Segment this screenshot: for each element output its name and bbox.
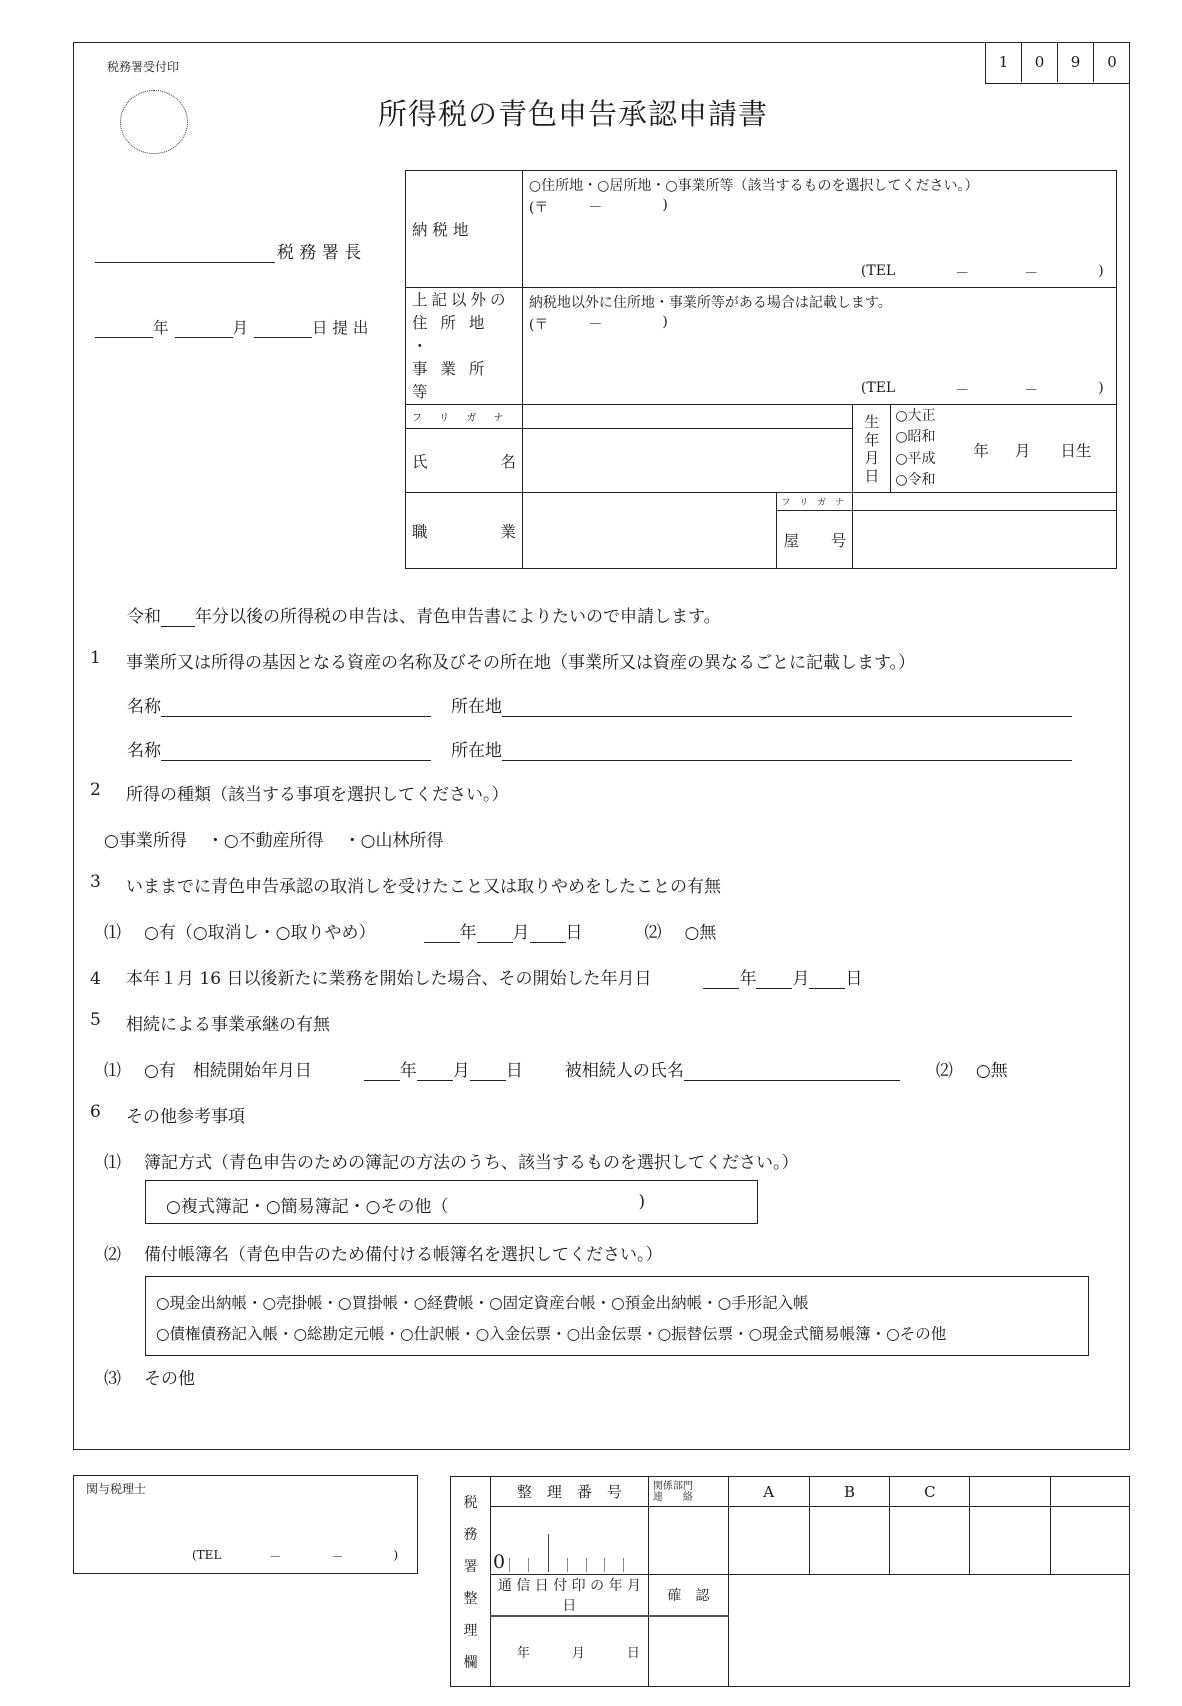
birthdate-label-char: 年 <box>864 430 880 449</box>
dept-contact-label <box>648 1477 728 1507</box>
ref-number-label: 整 理 番 号 <box>490 1477 648 1507</box>
inheritance-options <box>104 1056 1008 1081</box>
tax-office-input-line[interactable] <box>95 243 275 263</box>
comm-date-input[interactable] <box>490 1616 648 1686</box>
intro-suffix: 年分以後の所得税の申告は、青色申告書によりたいので申請します。 <box>195 607 721 627</box>
tel-close: ) <box>1098 380 1104 396</box>
birth-year-label: 年 <box>973 442 989 460</box>
comm-day-label: 日 <box>626 1645 640 1661</box>
section-text: 事業所又は所得の基因となる資産の名称及びその所在地（事業所又は資産の異なるごとに記載します。） <box>126 653 916 673</box>
postal-prefix: (〒 <box>528 200 549 216</box>
comm-date-fields <box>491 1642 648 1661</box>
inheritance-month-input[interactable] <box>417 1063 453 1081</box>
form-code-digit: 9 <box>1058 42 1094 82</box>
confirm-label: 確 認 <box>648 1575 728 1617</box>
tel-dash: － <box>331 1550 344 1564</box>
name-label-char: 名 <box>500 452 516 471</box>
col-d-header <box>970 1477 1051 1507</box>
other-address-note: 納税地以外に住所地・事業所等がある場合は記載します。 <box>528 295 892 311</box>
furigana-row <box>406 405 1117 429</box>
office-side-char: 署 <box>463 1559 478 1576</box>
section-4-heading <box>90 964 862 989</box>
tel-prefix: (TEL <box>860 380 896 396</box>
occupation-label-cell <box>406 493 523 569</box>
business-location-input[interactable] <box>502 743 1072 761</box>
month-label: 月 <box>512 923 530 943</box>
section-1-heading <box>90 648 915 673</box>
ledger-options-line-2[interactable]: ○債権債務記入帳・○総勘定元帳・○仕訳帳・○入金伝票・○出金伝票・○振替伝票・○現金式簡易帳簿・○その他 <box>156 1325 947 1343</box>
ledger-options-line-1[interactable]: ○現金出納帳・○売掛帳・○買掛帳・○経費帳・○固定資産台帳・○預金出納帳・○手形記入帳 <box>156 1294 809 1312</box>
form-code <box>985 42 1130 84</box>
birth-month-label: 月 <box>1014 442 1031 460</box>
other-address-label <box>412 289 516 404</box>
month-label: 月 <box>452 1061 470 1081</box>
inheritance-day-input[interactable] <box>470 1063 506 1081</box>
furigana-label: フ リ ガ ナ <box>412 413 504 424</box>
income-option-forestry[interactable]: ・○山林所得 <box>343 831 444 851</box>
tel-dash: － <box>955 383 970 399</box>
intro-sentence <box>127 602 721 627</box>
postal-prefix: (〒 <box>528 317 549 333</box>
col-a-header: A <box>728 1477 809 1507</box>
section-number: 3 <box>90 872 101 892</box>
digit-tick <box>604 1558 623 1572</box>
inheritance-option-yes[interactable]: ○有 相続開始年月日 <box>144 1061 312 1081</box>
dept-contact-line: 連 絡 <box>652 1491 693 1503</box>
business-location-input[interactable] <box>502 699 1072 717</box>
shop-name-label-cell <box>777 511 853 569</box>
bookkeeping-box <box>145 1180 758 1224</box>
name-label <box>412 450 516 472</box>
form-code-digit: 0 <box>1022 42 1058 82</box>
option-number: ⑴ <box>104 923 121 943</box>
reiwa-year-input[interactable] <box>161 609 195 627</box>
era-option-taisho[interactable]: ○大正 <box>895 407 936 424</box>
comm-date-header-row <box>451 1575 1130 1617</box>
section-3-heading <box>90 872 721 897</box>
name-label-char: 氏 <box>412 452 428 471</box>
business-name-label: 名称 <box>127 697 161 717</box>
digit-tick <box>528 1558 548 1572</box>
postal-close: ) <box>662 314 668 330</box>
digit-tick <box>509 1558 528 1572</box>
section-text: 本年１月 16 日以後新たに業務を開始した場合、その開始した年月日 <box>126 969 652 989</box>
other-address-label-line: 上記以外の <box>412 290 510 309</box>
page-title: 所得税の青色申告承認申請書 <box>378 97 769 131</box>
occupation-label-char: 業 <box>500 522 516 541</box>
office-side-char: 税 <box>463 1495 478 1512</box>
digit-tick <box>567 1558 586 1572</box>
tax-place-options[interactable]: ○住所地・○居所地・○事業所等（該当するものを選択してください。） <box>528 178 979 194</box>
shop-furigana-label-cell <box>777 493 853 511</box>
option-number: ⑶ <box>104 1369 121 1389</box>
month-label: 月 <box>792 969 810 989</box>
income-option-real-estate[interactable]: ・○不動産所得 <box>206 831 324 851</box>
revocation-option-no[interactable]: ○無 <box>684 923 717 943</box>
other-address-label-line: 住 所 地 ・ <box>412 313 489 355</box>
section-5-heading <box>90 1010 330 1035</box>
year-label: 年 <box>153 319 169 337</box>
tax-accountant-tel[interactable] <box>192 1548 398 1565</box>
section-number: 2 <box>90 780 101 800</box>
office-side-char: 務 <box>463 1527 478 1544</box>
col-b-header: B <box>809 1477 890 1507</box>
processing-blank-area <box>728 1575 1129 1687</box>
bookkeeping-close-paren: ) <box>638 1192 646 1212</box>
form-code-digit: 0 <box>1107 53 1117 71</box>
start-year-input[interactable] <box>703 971 739 989</box>
postal-dash: － <box>588 200 603 216</box>
section-number: 6 <box>90 1102 101 1122</box>
birth-day-label: 日生 <box>1060 442 1092 460</box>
tel-prefix: (TEL <box>192 1548 222 1562</box>
form-code-digit: 1 <box>986 42 1022 82</box>
tax-place-input[interactable] <box>522 171 1116 288</box>
shop-name-label <box>783 529 846 551</box>
revocation-options <box>104 918 716 943</box>
birthdate-label-cell <box>853 405 891 493</box>
shop-furigana-input[interactable] <box>853 493 1117 511</box>
day-label: 日 <box>505 1061 523 1081</box>
section-text: その他参考事項 <box>126 1107 245 1127</box>
intro-prefix: 令和 <box>127 607 161 627</box>
dept-contact-input[interactable] <box>648 1507 728 1575</box>
tax-place-row <box>406 171 1117 288</box>
revocation-day-input[interactable] <box>530 925 566 943</box>
month-label: 月 <box>232 319 249 337</box>
decedent-name-input[interactable] <box>684 1063 900 1081</box>
section-number: 5 <box>90 1010 101 1030</box>
col-c-header: C <box>890 1477 970 1507</box>
month-input-line[interactable] <box>175 320 233 338</box>
confirm-input[interactable] <box>648 1616 728 1686</box>
bookkeeping-options-text[interactable]: ○複式簿記・○簡易簿記・○その他（ <box>166 1197 449 1217</box>
year-label: 年 <box>399 1061 417 1081</box>
start-month-input[interactable] <box>756 971 792 989</box>
office-side-char: 整 <box>463 1591 478 1608</box>
section-number: 1 <box>90 648 101 668</box>
submission-date <box>95 316 368 338</box>
other-address-input[interactable] <box>522 288 1116 405</box>
birthdate-fields <box>973 439 1091 461</box>
occupation-furigana-row <box>406 493 1117 511</box>
section-text: いままでに青色申告承認の取消しを受けたこと又は取りやめをしたことの有無 <box>126 877 721 897</box>
col-a-input[interactable] <box>728 1507 809 1575</box>
birthdate-label-char: 生 <box>864 412 880 431</box>
inheritance-option-no[interactable]: ○無 <box>975 1061 1008 1081</box>
section-number: 4 <box>90 969 101 989</box>
business-location-label: 所在地 <box>451 697 502 717</box>
option-number: ⑴ <box>104 1153 121 1173</box>
era-option-showa[interactable]: ○昭和 <box>895 429 936 445</box>
name-label-cell <box>406 429 523 493</box>
revocation-option-yes[interactable]: ○有（○取消し・○取りやめ） <box>144 923 376 943</box>
option-number: ⑵ <box>104 1245 121 1265</box>
digit-separator <box>548 1534 567 1572</box>
ledger-box <box>145 1276 1089 1356</box>
tax-accountant-label: 関与税理士 <box>86 1482 147 1496</box>
office-side-char: 理 <box>463 1623 478 1640</box>
col-c-input[interactable] <box>890 1507 970 1575</box>
business-location-row-2 <box>127 736 1072 761</box>
day-input-line[interactable] <box>254 320 312 338</box>
comm-month-label: 月 <box>571 1645 585 1661</box>
col-e-header <box>1051 1477 1130 1507</box>
year-label: 年 <box>459 923 477 943</box>
era-option-heisei[interactable]: ○平成 <box>895 450 936 467</box>
shop-label-char: 号 <box>830 531 847 550</box>
shop-furigana-label: フ リ ガ ナ <box>781 498 845 508</box>
tel-field[interactable] <box>861 263 1104 283</box>
comm-date-label: 通 信 日 付 印 の 年 月 日 <box>490 1575 648 1617</box>
ref-number-boxes <box>493 1528 646 1572</box>
tax-office-field[interactable] <box>95 238 361 263</box>
comm-year-label: 年 <box>516 1645 530 1661</box>
other-text: その他 <box>144 1369 195 1389</box>
income-option-business[interactable]: ○事業所得 <box>104 831 187 851</box>
name-input[interactable] <box>522 429 852 493</box>
business-name-input[interactable] <box>161 699 431 717</box>
tax-place-label: 納 税 地 <box>412 221 469 239</box>
shop-label-char: 屋 <box>783 531 799 550</box>
col-e-input[interactable] <box>1051 1507 1130 1575</box>
postal-close: ) <box>662 197 668 213</box>
tax-accountant-box[interactable] <box>73 1475 418 1574</box>
other-address-label-cell <box>406 288 523 405</box>
business-location-label: 所在地 <box>451 741 502 761</box>
bookkeeping-heading <box>104 1148 799 1173</box>
tax-office-processing-table <box>450 1476 1130 1687</box>
tel-dash: － <box>1024 383 1039 399</box>
year-label: 年 <box>739 969 757 989</box>
ledger-text: 備付帳簿名（青色申告のため備付ける帳簿名を選択してください。） <box>144 1245 663 1265</box>
processing-header-row <box>451 1477 1130 1507</box>
digit-tick <box>586 1558 604 1572</box>
business-name-input[interactable] <box>161 743 431 761</box>
revocation-year-input[interactable] <box>424 925 460 943</box>
birthdate-label-char: 月 <box>864 448 880 467</box>
tel-dash: － <box>1024 266 1039 282</box>
business-location-row-1 <box>127 692 1072 717</box>
option-number: ⑵ <box>644 923 662 943</box>
shop-name-input[interactable] <box>853 511 1117 569</box>
decedent-name-label: 被相続人の氏名 <box>564 1061 684 1081</box>
stamp-label: 税務署受付印 <box>107 60 180 74</box>
tel-close: ) <box>393 1548 399 1562</box>
other-address-label-line: 事 業 所 等 <box>412 359 489 401</box>
applicant-table <box>405 170 1117 569</box>
income-type-options <box>104 826 444 851</box>
tel-prefix: (TEL <box>860 263 896 279</box>
office-side-label <box>451 1477 491 1687</box>
furigana-label-cell <box>406 405 523 429</box>
furigana-input[interactable] <box>522 405 852 429</box>
day-label: 日 <box>565 923 583 943</box>
office-side-char: 欄 <box>463 1655 478 1672</box>
tel-dash: － <box>955 266 970 282</box>
tel-dash: － <box>269 1550 282 1564</box>
postal-dash: － <box>588 317 603 333</box>
tax-office-suffix: 税 務 署 長 <box>277 243 362 263</box>
era-option-reiwa[interactable]: ○令和 <box>895 472 936 488</box>
tel-field[interactable] <box>861 380 1104 400</box>
inheritance-year-input[interactable] <box>364 1063 400 1081</box>
col-b-input[interactable] <box>809 1507 890 1575</box>
occupation-input[interactable] <box>522 493 777 569</box>
birthdate-label-char: 日 <box>864 466 880 485</box>
dept-contact-line: 関係部門 <box>652 1480 693 1492</box>
section-2-heading <box>90 780 509 805</box>
bookkeeping-text: 簿記方式（青色申告のための簿記の方法のうち、該当するものを選択してください。） <box>144 1153 799 1173</box>
business-name-label: 名称 <box>127 741 161 761</box>
receipt-stamp-circle <box>120 90 188 154</box>
other-heading <box>104 1364 195 1389</box>
year-input-line[interactable] <box>95 320 153 338</box>
section-6-heading <box>90 1102 245 1127</box>
occupation-label <box>412 520 516 542</box>
option-number: ⑵ <box>935 1061 953 1081</box>
processing-value-row <box>451 1507 1130 1575</box>
birthdate-input[interactable] <box>891 405 1117 493</box>
section-text: 相続による事業承継の有無 <box>126 1015 330 1035</box>
postal-code[interactable] <box>529 314 1110 334</box>
ledger-heading <box>104 1240 663 1265</box>
occupation-label-char: 職 <box>412 522 428 541</box>
other-address-row <box>406 288 1117 405</box>
option-number: ⑴ <box>104 1061 121 1081</box>
section-text: 所得の種類（該当する事項を選択してください。） <box>126 785 509 805</box>
digit-tick <box>623 1558 633 1572</box>
start-day-input[interactable] <box>809 971 845 989</box>
bookkeeping-options[interactable] <box>166 1192 645 1217</box>
postal-code[interactable] <box>529 197 1110 217</box>
ref-number-input[interactable] <box>490 1507 648 1575</box>
revocation-month-input[interactable] <box>477 925 513 943</box>
day-label: 日 <box>845 969 863 989</box>
tel-close: ) <box>1098 263 1104 279</box>
ref-number-prefix: 0 <box>492 1551 506 1573</box>
submit-day-label: 日 提 出 <box>312 319 369 337</box>
col-d-input[interactable] <box>970 1507 1051 1575</box>
tax-place-label-cell <box>406 171 523 288</box>
